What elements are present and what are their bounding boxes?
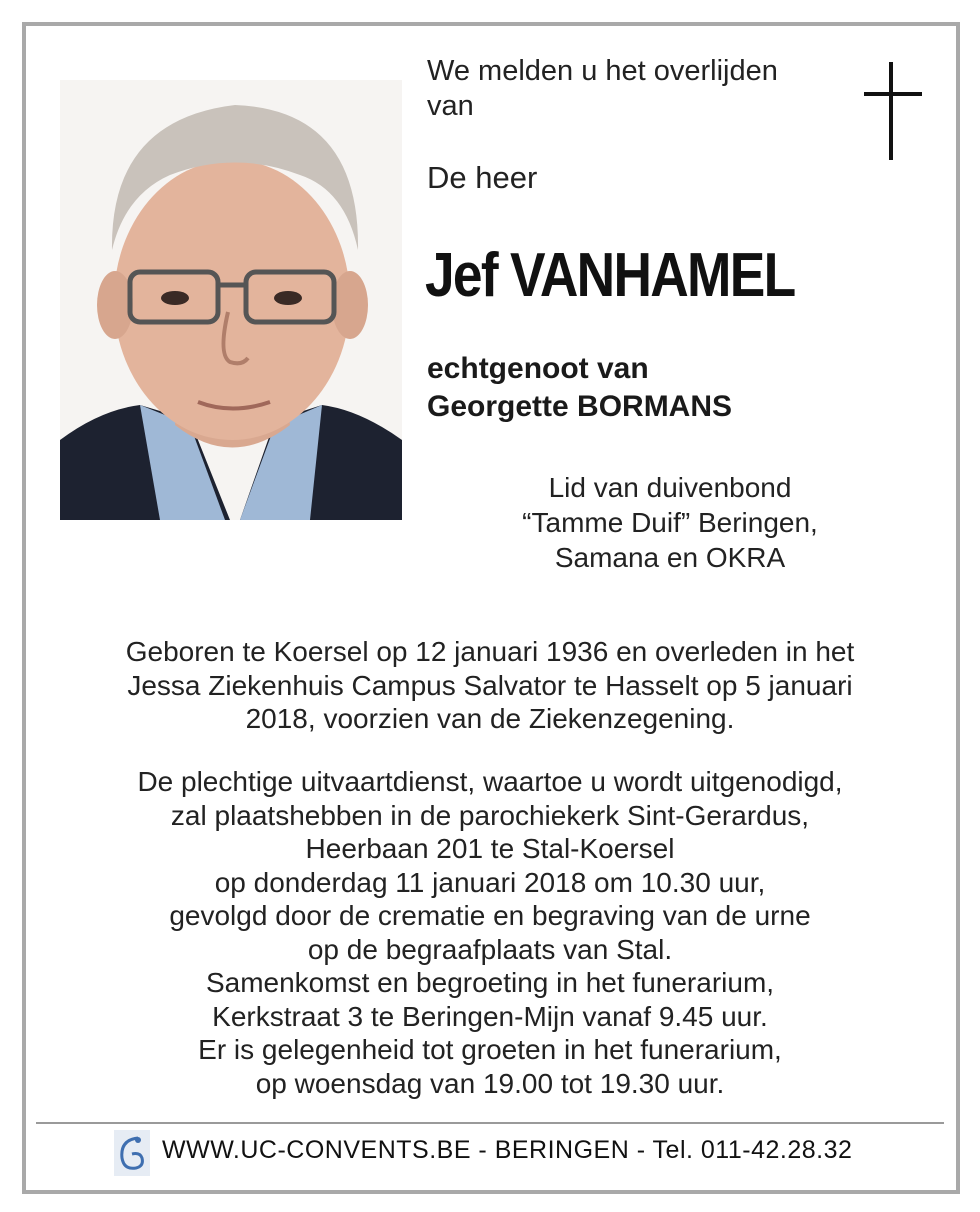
paragraph-line: op donderdag 11 januari 2018 om 10.30 uur, [214,866,766,898]
funeral-home-logo-icon [114,1130,150,1176]
membership-line: “Tamme Duif” Beringen, [522,507,818,538]
paragraph-line: Kerkstraat 3 te Beringen-Mijn vanaf 9.45 uur. [212,1000,768,1032]
honorific-title: De heer [427,160,538,195]
footer-contact: WWW.UC-CONVENTS.BE - BERINGEN - Tel. 011-42.28.32 [162,1136,853,1164]
intro-text [427,54,847,124]
cross-icon [864,62,922,160]
membership-line: Samana en OKRA [554,542,786,573]
intro-line: van [427,90,474,122]
paragraph-line: Heerbaan 201 te Stal-Koersel [305,833,675,864]
birth-death-paragraph [40,635,940,736]
paragraph-line: op de begraafplaats van Stal. [307,933,673,965]
funeral-paragraph [40,765,940,1100]
spouse-line: echtgenoot van [427,352,649,385]
paragraph-line: 2018, voorzien van de Ziekenzegening. [245,703,735,734]
footer-divider [36,1122,944,1124]
spouse-text [427,350,732,426]
paragraph-line: gevolgd door de crematie en begraving van de urne [169,900,811,931]
paragraph-line: zal plaatshebben in de parochiekerk Sint-Gerardus, [170,799,810,831]
paragraph-line: op woensdag van 19.00 tot 19.30 uur. [255,1067,725,1099]
portrait-photo [60,80,402,520]
membership-text [495,470,845,575]
membership-line: Lid van duivenbond [548,472,792,503]
paragraph-line: Er is gelegenheid tot groeten in het funerarium, [198,1034,782,1065]
paragraph-line: De plechtige uitvaartdienst, waartoe u wordt uitgenodigd, [137,766,843,797]
spouse-line: Georgette BORMANS [427,390,733,423]
paragraph-line: Geboren te Koersel op 12 januari 1936 en overleden in het [125,636,855,667]
deceased-name: Jef VANHAMEL [425,241,795,310]
intro-line: We melden u het overlijden [427,55,778,87]
paragraph-line: Jessa Ziekenhuis Campus Salvator te Hasselt op 5 januari [127,669,853,701]
paragraph-line: Samenkomst en begroeting in het funerarium, [205,967,775,998]
